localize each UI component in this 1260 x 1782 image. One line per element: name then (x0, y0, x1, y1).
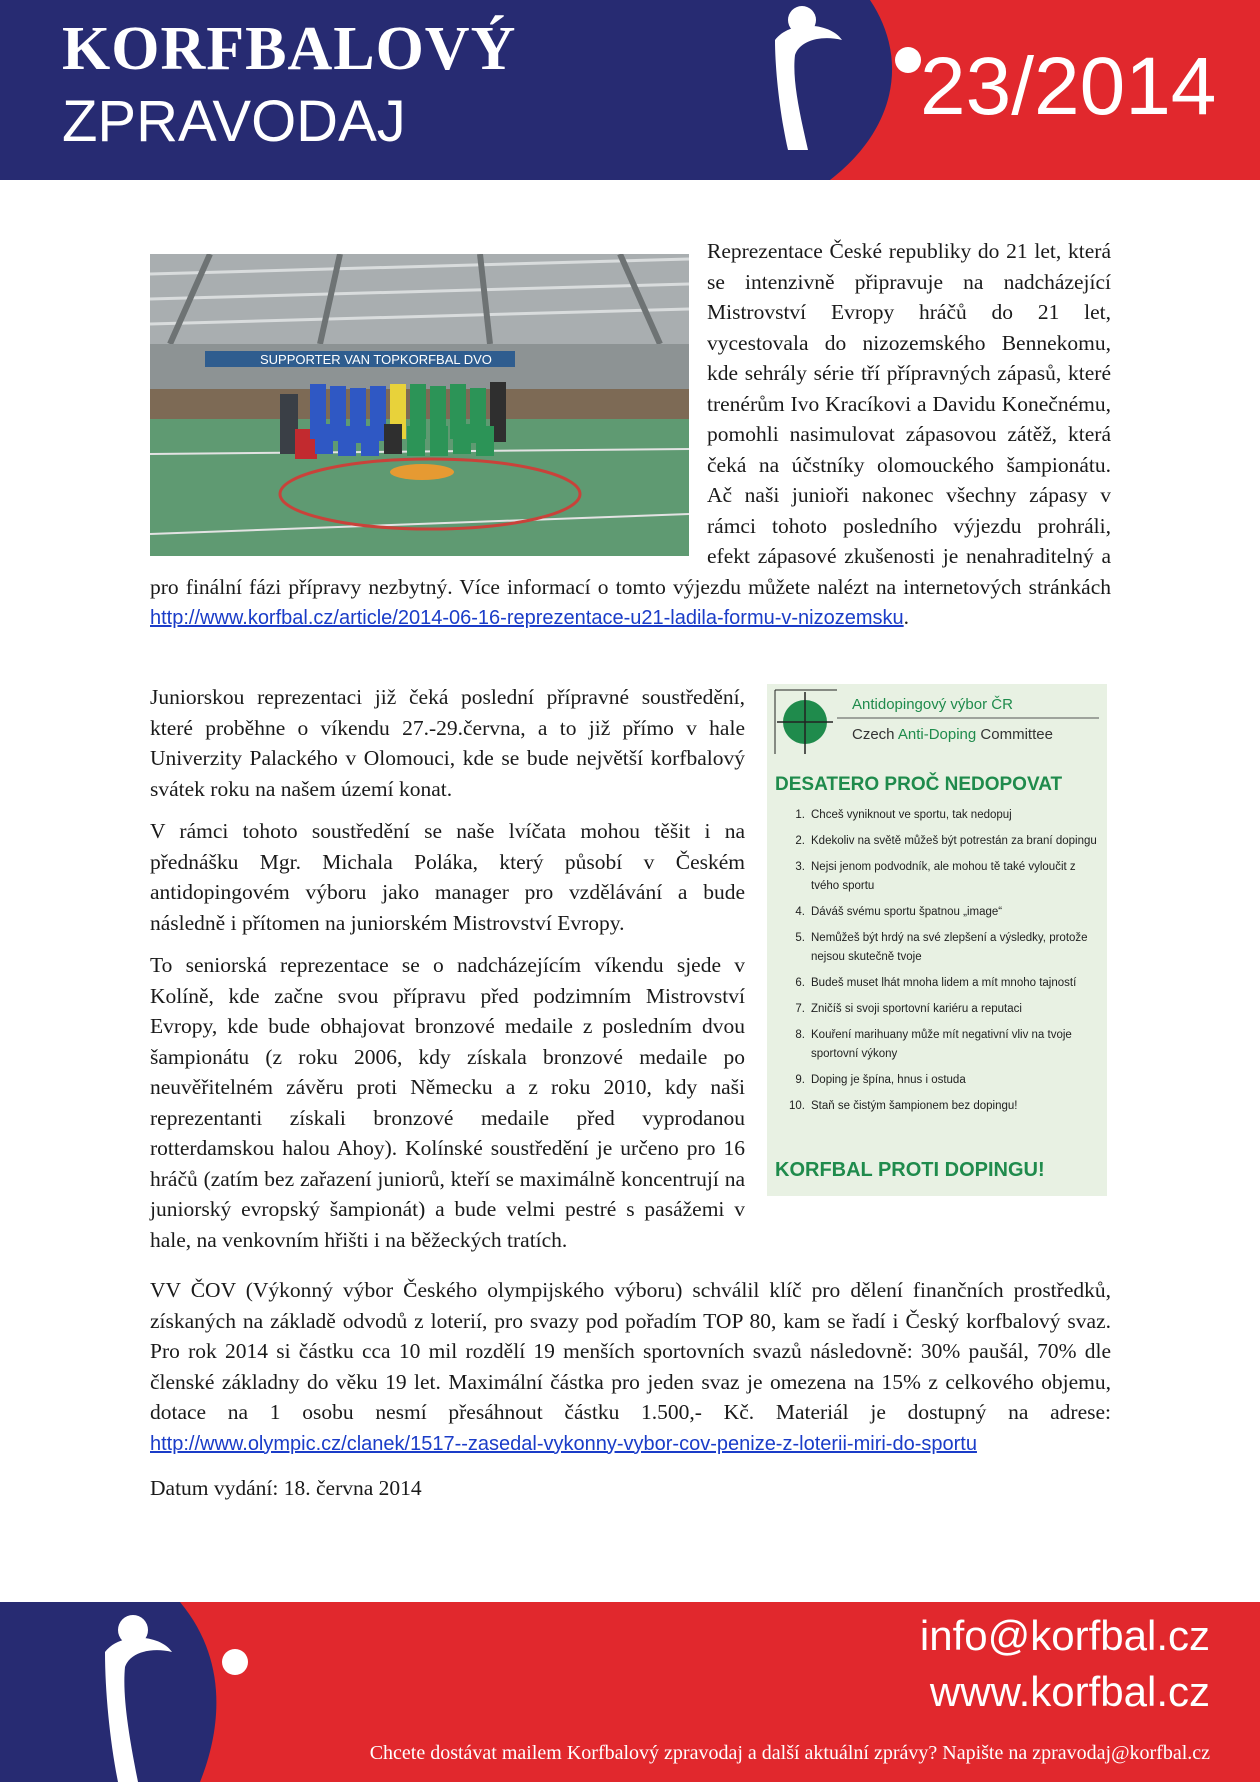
poster-title: DESATERO PROČ NEDOPOVAT (775, 774, 1063, 795)
footer-website[interactable]: www.korfbal.cz (929, 1668, 1210, 1715)
newsletter-title-line2: ZPRAVODAJ (62, 89, 406, 154)
poster-list-item: 7. Zničíš si svoji sportovní kariéru a reputaci (795, 1003, 1022, 1015)
poster-slogan: KORFBAL PROTI DOPINGU! (775, 1159, 1045, 1181)
article-u21-text: Reprezentace České republiky do 21 let, která se intenzivně připravuje na nadcházející Mistrovství Evropy hráčů do 21 let, vycestovala do nizozemského Bennekomu, kde sehrály série tří přípravných zápasů, které trenérům Ivo Kracíkovi a Davidu Konečnému, pomohli nasimulovat zápasovou zátěž, která čeká na účstníky olomouckého šampionátu. Ač naši junioři nakonec všechny zápasy v rámci tohoto posledního výjezdu prohráli, efekt zápasové zkušenosti je nenahraditelný a pro finální fázi přípravy nezbytný. Více informací o tomto výjezdu můžete nalézt na internetových stránkách http://www.korfbal.cz/article/2014-06-16-reprezentace-u21-ladila-formu-v-nizozemsku. (150, 239, 1111, 629)
poster-list-item: 3. Nejsi jenom podvodník, ale mohou tě také vyloučit z tvého sportu (795, 861, 1076, 892)
release-date: Datum vydání: 18. června 2014 (150, 1476, 422, 1500)
ball-icon (895, 47, 921, 73)
article-u21 (150, 236, 1111, 634)
article-cov-funding (150, 1275, 1111, 1518)
photo-banner-text: SUPPORTER VAN TOPKORFBAL DVO (260, 352, 492, 367)
poster-list-item: 9. Doping je špína, hnus i ostuda (795, 1074, 966, 1086)
article-juniors-p2: V rámci tohoto soustředění se naše lvíčata mohou těšit i na přednášku Mgr. Michala Poláka, který působí v Českém antidopingovém výboru jako manager pro vzdělávání a bude následně i přítomen na juniorském Mistrovství Evropy. (150, 819, 745, 935)
newsletter-title-line1: KORFBALOVÝ (62, 15, 517, 83)
poster-org-line1: Antidopingový výbor ČR (852, 696, 1013, 713)
poster-list-item: 1. Chceš vyniknout ve sportu, tak nedopuj (795, 809, 1012, 821)
header-banner (0, 0, 1260, 180)
article-juniors-p1: Juniorskou reprezentaci již čeká poslední přípravné soustředění, které proběhne o víkendu 27.-29.června, a to již přímo v hale Univerzity Palackého v Olomouci, kde se bude největší korfbalový svátek roku na našem území konat. (150, 685, 745, 801)
article-u21-link[interactable]: http://www.korfbal.cz/article/2014-06-16-reprezentace-u21-ladila-formu-v-nizozemsku (150, 607, 904, 629)
antidoping-poster (767, 684, 1107, 1196)
footer-subscribe-note: Chcete dostávat mailem Korfbalový zpravodaj a další aktuální zprávy? Napište na zpravodaj@korfbal.cz (369, 1742, 1210, 1764)
poster-list-item: 5. Nemůžeš být hrdý na své zlepšení a výsledky, protože nejsou skutečně tvoje (795, 932, 1088, 963)
article-national-teams (150, 682, 1111, 1267)
poster-list-item: 2. Kdekoliv na světě můžeš být potrestán za braní dopingu (795, 835, 1097, 847)
poster-org-line2: Czech Anti-Doping Committee (852, 726, 1053, 743)
article-seniors-p3: To seniorská reprezentace se o nadcházejícím víkendu sjede v Kolíně, kde začne svou přípravu před podzimním Mistrovství Evropy, kde bude obhajovat bronzové medaile z posledním dvou šampionátu (z roku 2006, kdy získala bronzové medaile po neuvěřitelném závěru proti Německu a z roku 2010, kdy naši reprezentanti získali bronzové medaile před vyprodanou rotterdamskou halou Ahoy). Kolínské soustředění je určeno pro 16 hráčů (zatím bez zařazení juniorů, kteří se maximálně koncentrují na juniorský evropský šampionát) a bude velmi pestré s pasážemi v hale, na venkovním hřišti i na běžeckých tratích. (150, 953, 745, 1252)
footer-banner (0, 1602, 1260, 1782)
poster-list-item: 10. Staň se čistým šampionem bez dopingu! (789, 1100, 1018, 1112)
footer-ball-icon (222, 1649, 248, 1675)
poster-list (767, 806, 1097, 1123)
article-cov-text: VV ČOV (Výkonný výbor Českého olympijského výboru) schválil klíč pro dělení finančních prostředků, získaných na základě odvodů z loterií, pro svazy pod pořadím TOP 80, kam se řadí i Český korfbalový svaz. Pro rok 2014 si částku cca 10 mil rozdělí 19 menších sportovních svazů následovně: 30% paušál, 70% dle členské základny do věku 19 let. Maximální částka pro jeden svaz je omezena na 15% z celkového objemu, dotace na 1 osobu nesmí přesáhnout částku 1.500,- Kč. Materiál je dostupný na adrese: http://www.olympic.cz/clanek/1517--zasedal-vykonny-vybor-cov-penize-z-loterii-miri-do-sportu (150, 1278, 1111, 1455)
footer-email[interactable]: info@korfbal.cz (919, 1612, 1210, 1659)
team-photo (150, 254, 689, 556)
poster-list-item: 6. Budeš muset lhát mnoha lidem a mít mnoho tajností (795, 977, 1077, 989)
article-cov-link[interactable]: http://www.olympic.cz/clanek/1517--zasedal-vykonny-vybor-cov-penize-z-loterii-miri-do-sportu (150, 1432, 977, 1455)
poster-list-item: 8. Kouření marihuany může mít negativní vliv na tvoje sportovní výkony (795, 1029, 1072, 1060)
poster-list-item: 4. Dáváš svému sportu špatnou „image“ (795, 906, 1003, 918)
issue-number: 23/2014 (920, 41, 1217, 132)
